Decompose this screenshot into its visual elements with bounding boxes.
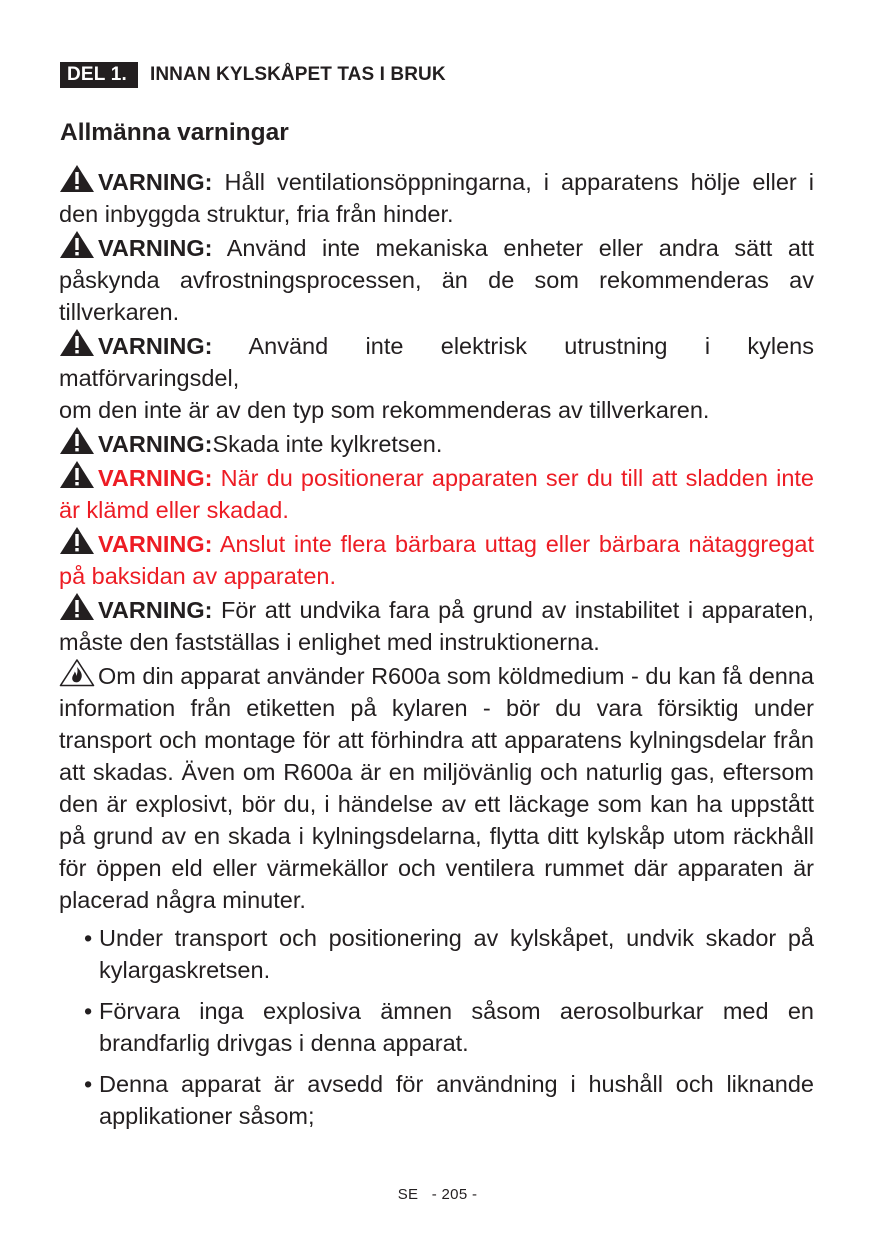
flammable-warning-icon: [59, 658, 95, 687]
page-number: - 205 -: [431, 1186, 478, 1203]
warning-text: Skada inte kylkretsen.: [212, 431, 443, 457]
warning-icon: [59, 526, 95, 555]
warning-icon: [59, 460, 95, 489]
warning-label: VARNING:: [98, 531, 213, 557]
warning-label: VARNING:: [98, 169, 213, 195]
warning-label: VARNING:: [98, 465, 213, 491]
list-item: [59, 995, 814, 1059]
warning-4: [59, 426, 814, 460]
warning-text: När du positionerar apparaten ser du till att sladden inte är klämd eller skadad.: [59, 465, 814, 523]
warnings-content: [59, 164, 814, 1141]
bullet: •: [84, 1071, 93, 1097]
footer-language: SE: [397, 1186, 419, 1203]
page-footer: [0, 1186, 875, 1203]
warning-label: VARNING:: [98, 235, 213, 261]
section-badge: DEL 1.: [60, 62, 138, 88]
warning-text: Använd inte elektrisk utrustning i kylens matförvaringsdel,: [59, 333, 814, 391]
list-item: [59, 1068, 814, 1132]
warning-label: VARNING:: [98, 597, 213, 623]
bullet: •: [84, 925, 93, 951]
list-item-text: Denna apparat är avsedd för användning i hushåll och liknande applikationer såsom;: [99, 1071, 814, 1129]
precaution-list: [59, 922, 814, 1132]
warning-6: [59, 526, 814, 592]
warning-icon: [59, 230, 95, 259]
flammable-note-text: Om din apparat använder R600a som köldmedium - du kan få denna information från etiketten på kylaren - bör du vara försiktig under transport och montage för att förhindra att apparatens kylningsdelar från att skadas. Även om R600a är en miljövänlig och naturlig gas, eftersom den är explosivt, bör du, i händelse av ett läckage som kan ha uppstått på grund av en skada i kylningsdelarna, flytta ditt kylskåp utom räckhåll för öppen eld eller värmekällor och ventilera rummet där apparaten är placerad några minuter.: [59, 663, 814, 913]
warning-text: Anslut inte flera bärbara uttag eller bärbara nätaggregat på baksidan av apparaten.: [59, 531, 814, 589]
warning-text: Använd inte mekaniska enheter eller andra sätt att påskynda avfrostningsprocessen, än de som rekommenderas av tillverkaren.: [59, 235, 814, 325]
warning-text: Håll ventilationsöppningarna, i apparatens hölje eller i den inbyggda struktur, fria från hinder.: [59, 169, 814, 227]
list-item: [59, 922, 814, 986]
bullet: •: [84, 998, 93, 1024]
warning-icon: [59, 426, 95, 455]
list-item-text: Förvara inga explosiva ämnen såsom aerosolburkar med en brandfarlig drivgas i denna apparat.: [99, 998, 814, 1056]
warning-1: [59, 164, 814, 230]
warning-2: [59, 230, 814, 328]
section-title: INNAN KYLSKÅPET TAS I BRUK: [149, 64, 446, 85]
warning-text: För att undvika fara på grund av instabilitet i apparaten, måste den fastställas i enlighet med instruktionerna.: [59, 597, 814, 655]
flammable-note: [59, 658, 814, 916]
warning-7: [59, 592, 814, 658]
list-item-text: Under transport och positionering av kylskåpet, undvik skador på kylargaskretsen.: [99, 925, 814, 983]
page-heading: Allmänna varningar: [60, 119, 289, 146]
warning-label: VARNING:: [98, 333, 213, 359]
warning-5: [59, 460, 814, 526]
warning-icon: [59, 328, 95, 357]
warning-label: VARNING:: [98, 431, 213, 457]
warning-icon: [59, 592, 95, 621]
warning-3-continued: om den inte är av den typ som rekommenderas av tillverkaren.: [59, 397, 710, 423]
warning-icon: [59, 164, 95, 193]
warning-3: [59, 328, 814, 394]
section-header: [60, 62, 446, 88]
